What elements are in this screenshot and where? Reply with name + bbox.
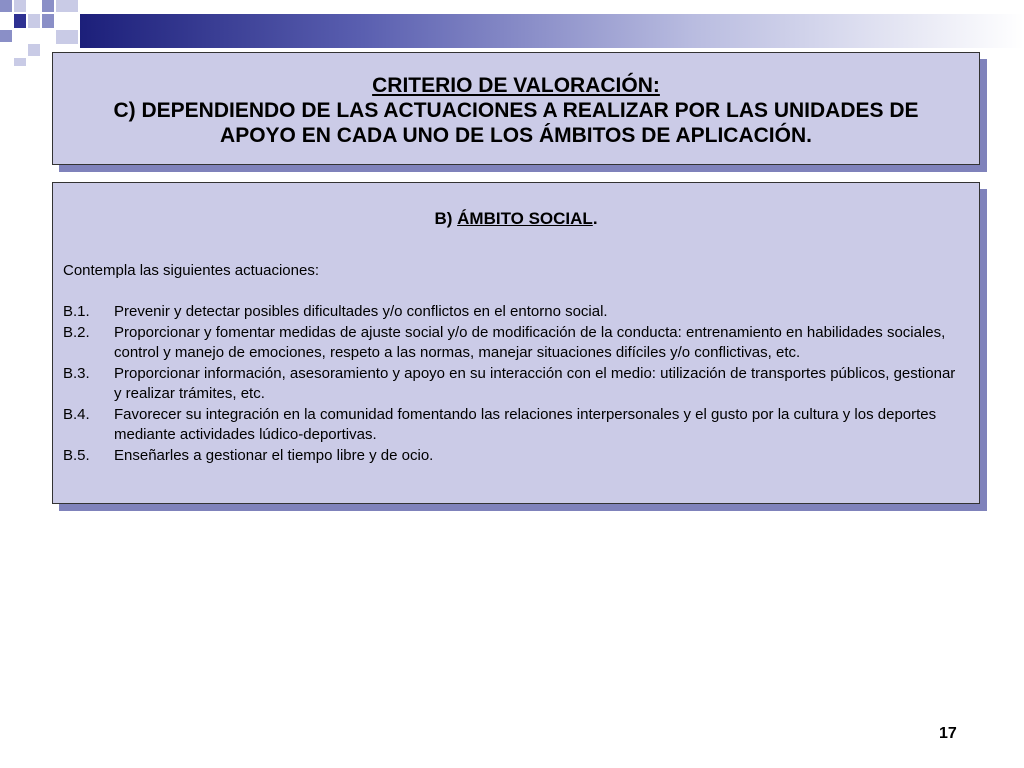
list-item	[63, 405, 963, 446]
page-number: 17	[939, 725, 957, 742]
item-text: Enseñarles a gestionar el tiempo libre y de ocio.	[114, 446, 434, 464]
item-text: Proporcionar información, asesoramiento y apoyo en su interacción con el medio: utilización de transportes públicos, gestionar y realizar trámites, etc.	[114, 364, 956, 402]
actions-list	[63, 302, 963, 466]
decorative-square	[28, 44, 40, 56]
header-gradient-bar	[80, 14, 1024, 48]
decorative-square	[56, 30, 78, 44]
heading-suffix: .	[592, 209, 598, 228]
list-item	[63, 446, 963, 467]
item-code: B.2.	[63, 323, 90, 341]
title-line-2: C) DEPENDIENDO DE LAS ACTUACIONES A REALIZAR POR LAS UNIDADES DE	[113, 99, 919, 122]
decorative-square	[0, 0, 12, 12]
list-item	[63, 364, 963, 405]
title-line-3: APOYO EN CADA UNO DE LOS ÁMBITOS DE APLICACIÓN.	[220, 124, 812, 147]
item-code: B.4.	[63, 405, 90, 423]
item-text: Prevenir y detectar posibles dificultades y/o conflictos en el entorno social.	[114, 303, 608, 320]
heading-prefix: B)	[434, 209, 458, 228]
heading-underlined: ÁMBITO SOCIAL	[457, 209, 593, 228]
section-heading	[53, 209, 979, 229]
decorative-square	[14, 14, 26, 28]
item-text: Proporcionar y fomentar medidas de ajuste social y/o de modificación de la conducta: entrenamiento en habilidades sociales, control y manejo de emociones, respeto a las normas, manejar situaciones difíciles y/o conflictivas, etc.	[114, 323, 946, 361]
list-item	[63, 302, 963, 323]
decorative-square	[42, 14, 54, 28]
decorative-square	[0, 30, 12, 42]
decorative-square	[14, 0, 26, 12]
title-line-1: CRITERIO DE VALORACIÓN:	[372, 74, 660, 97]
item-text: Favorecer su integración en la comunidad fomentando las relaciones interpersonales y el gusto por la cultura y los deportes mediante actividades lúdico-deportivas.	[114, 405, 937, 443]
decorative-square	[14, 58, 26, 66]
decorative-square	[56, 0, 78, 12]
decorative-square	[42, 0, 54, 12]
item-code: B.5.	[63, 446, 90, 464]
item-code: B.1.	[63, 303, 90, 320]
list-item	[63, 323, 963, 364]
item-code: B.3.	[63, 364, 90, 382]
decorative-square	[28, 14, 40, 28]
content-box	[52, 182, 980, 504]
title-box	[52, 52, 980, 165]
intro-text: Contempla las siguientes actuaciones:	[63, 262, 319, 279]
